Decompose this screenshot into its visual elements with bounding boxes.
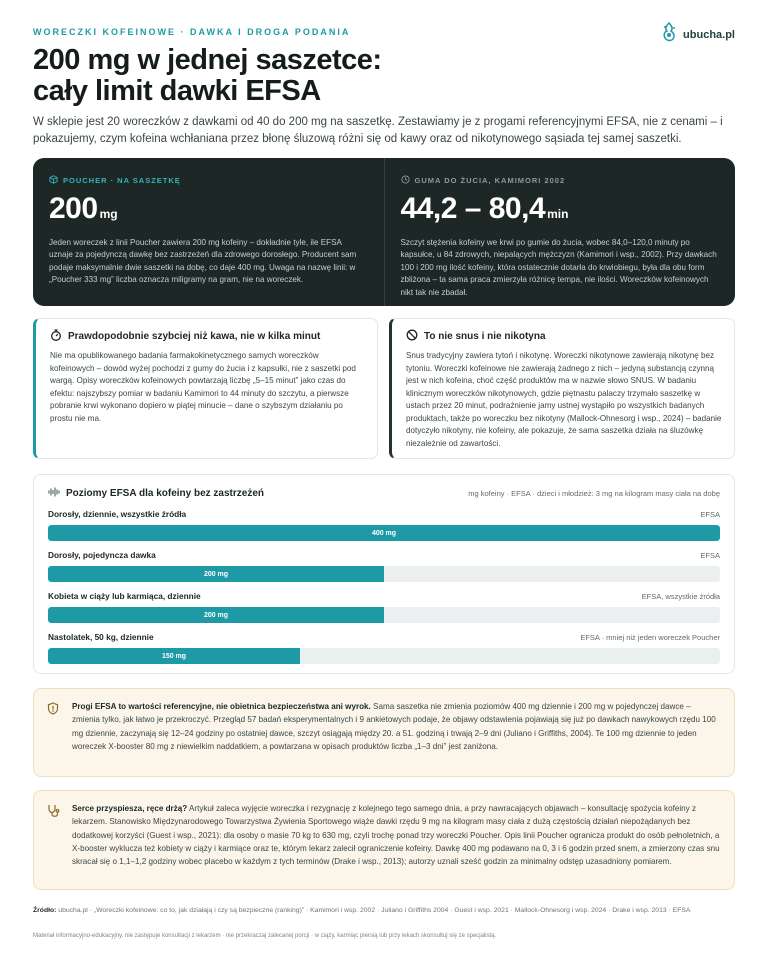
- note-text: Artykuł zaleca wyjęcie woreczka i rezygnację z kolejnego tego samego dnia, a przy nawracających objawach – konsultację spożycia kofeiny z lekarzem. Stanowisko Międzynarodowego Towarzystwa Żywienia Sportowego wiąże dawki rzędu 9 mg na kilogram masy ciała z dużą częstością działań niepożądanych bez dodatkowej korzyści (Guest i wsp., 2021): dla osoby o masie 70 kg to 630 mg, czyli trochę ponad trzy woreczki Poucher. Opis linii Poucher ogranicza produkt do osób pełnoletnich, a X-booster wyklucza też kobiety w ciąży i karmiące oraz te, którym lekarz zalecił ograniczenie kofeiny. Dawkę 400 mg podawano na 0, 3 i 6 godzin przed snem, a zmierzony czas snu skracał się o 1,1–1,2 godziny wobec placebo w każdym z tych terminów (Drake i wsp., 2013); autorzy uznali sześć godzin za minimalny odstęp uzasadniony pomiarem.: [72, 804, 720, 867]
- prohibited-icon: [406, 329, 418, 344]
- level-source: EFSA, wszystkie źródła: [641, 592, 720, 601]
- stat-label: POUCHER · NA SASZETKĘ: [63, 176, 181, 185]
- level-track: [48, 566, 720, 582]
- level-row: [48, 509, 720, 541]
- footer-disclaimer: Materiał informacyjno-edukacyjny, nie zastępuje konsultacji z lekarzem · nie przekraczaj zalecanej porcji · w ciąży, karmiąc piersią lub przy lekach skonsultuj się ze specjalistą.: [33, 933, 497, 939]
- card-title: Prawdopodobnie szybciej niż kawa, nie w kilka minut: [68, 331, 321, 342]
- kicker: WORECZKI KOFEINOWE · DAWKA I DROGA PODANIA: [33, 27, 351, 37]
- cube-icon: [49, 175, 58, 186]
- level-row: [48, 591, 720, 623]
- note-text: Sama saszetka nie zmienia poziomów 400 mg dziennie i 200 mg w pojedynczej dawce – zmienia tylko, jak łatwo je przekroczyć. Przegląd 57 badań eksperymentalnych i 9 ankietowych podaje, że objawy odstawienia pojawiają się już po dawkach nawykowych rzędu 100 mg dziennie, zaczynają się 12–24 godziny po ostatniej dawce, szczyt osiągają między 20. a 51. godziną i trwają 2–9 dni (Juliano i Griffiths, 2004). Te 100 mg dziennie to jeden woreczek X-booster 80 mg z niewielkim naddatkiem, a powtarzana w opisach produktów liczba „1–3 dni” jest zaniżona.: [72, 702, 716, 751]
- stethoscope-icon: [47, 804, 60, 821]
- stat-gum: [384, 158, 736, 306]
- stat-label: GUMA DO ŻUCIA, KAMIMORI 2002: [414, 176, 566, 185]
- stat-description: Szczyt stężenia kofeiny we krwi po gumie do żucia, wobec 84,0–120,0 minuty po kapsułce, u 84 zdrowych, niepalących mężczyzn (Kamimori i wsp., 2002). Przy dawkach 100 i 200 mg ilość kofeiny, która ostatecznie dotarła do krwiobiegu, była dla obu form zbliżona – ta sama praca zmierzyła różnicę tempa, nie ilości. Woreczków kofeinowych nikt tak nie zbadał.: [400, 238, 717, 297]
- level-label: Nastolatek, 50 kg, dziennie: [48, 632, 154, 642]
- card-absorption-speed: [33, 318, 378, 459]
- note-bold: Progi EFSA to wartości referencyjne, nie obietnica bezpieczeństwa ani wyrok.: [72, 702, 371, 711]
- level-row: [48, 632, 720, 664]
- kombucha-logo-icon: [660, 22, 678, 47]
- stopwatch-icon: [50, 329, 62, 344]
- levels-title: Poziomy EFSA dla kofeiny bez zastrzeżeń: [66, 488, 265, 499]
- brand-name: ubucha.pl: [683, 28, 735, 41]
- stat-value: [401, 194, 720, 229]
- page-title: [33, 45, 593, 107]
- stat-value: [49, 194, 368, 229]
- source-label: Źródło:: [33, 907, 57, 914]
- card-not-snus: [389, 318, 735, 459]
- title-line-2: cały limit dawki EFSA: [33, 75, 321, 107]
- card-text: Nie ma opublikowanego badania farmakokinetycznego samych woreczków kofeinowych – dowód wyżej pochodzi z gumy do żucia i z kapsułki, nie z saszetki pod wargą. Opisy woreczków kofeinowych powtarzają liczbę „5–15 minut” jako czas do efektu: najszybszy pomiar w badaniu Kamimori to 44 minuty do szczytu, a pierwsze pobranie krwi wykonano dopiero w piątej minucie – dane o szybszym działaniu po prostu nie ma.: [50, 351, 356, 423]
- level-row: [48, 550, 720, 582]
- lead-paragraph: W sklepie jest 20 woreczków z dawkami od 40 do 200 mg na saszetkę. Zestawiamy je z progami referencyjnymi EFSA, nie z cenami – i pokazujemy, czym kofeina wchłaniana przez błonę śluzową różni się od kawy oraz od nikotynowego sąsiada tej samej saszetki.: [33, 116, 723, 145]
- level-source: EFSA · mniej niż jeden woreczek Poucher: [580, 633, 720, 642]
- stat-description: Jeden woreczek z linii Poucher zawiera 200 mg kofeiny – dokładnie tyle, ile EFSA uznaje za pojedynczą dawkę bez zastrzeżeń dla zdrowego dorosłego. Producent sam podaje maksymalnie dwie saszetki na dobę, co daje 400 mg. Uwaga na nazwę linii: w „Poucher 333 mg” liczba oznacza miligramy na gram, nie na woreczek.: [49, 238, 357, 285]
- stat-number: 200: [49, 192, 98, 225]
- level-track: [48, 525, 720, 541]
- level-label: Dorosły, dziennie, wszystkie źródła: [48, 509, 187, 519]
- clock-icon: [401, 175, 410, 186]
- level-bar: [48, 648, 300, 664]
- footer-sources: [33, 906, 735, 916]
- level-value: 400 mg: [371, 529, 397, 537]
- source-text: ubucha.pl · „Woreczki kofeinowe: co to, jak działają i czy są bezpieczne (ranking)” · Kamimori i wsp. 2002 · Juliano i Griffiths 2004 · Guest i wsp. 2021 · Mallock-Ohnesorg i wsp. 2024 · Drake i wsp. 2013 · EFSA: [56, 907, 691, 914]
- level-label: Kobieta w ciąży lub karmiąca, dziennie: [48, 591, 201, 601]
- level-value: 200 mg: [203, 611, 229, 619]
- card-text: Snus tradycyjny zawiera tytoń i nikotynę. Woreczki nikotynowe zawierają nikotynę bez tytoniu. Woreczki kofeinowe nie zawierają żadnego z nich – jedyną substancją czynną jest w nich kofeina, choć część produktów ma w nazwie słowo SNUS. W badaniu klinicznym woreczków nikotynowych, gdzie piętnastu palaczy trzymało saszetkę w ustach przez 20 minut, podrażnienie jamy ustnej wystąpiło po wszystkich badanych produktach, także po woreczku bez nikotyny (Mallock-Ohnesorg i wsp., 2024) – badanie dotyczyło nikotyny, nie kofeiny, ale pokazuje, że sama saszetka działa na śluzówkę niezależnie od zawartości.: [406, 351, 722, 448]
- efsa-levels-panel: [33, 474, 735, 674]
- levels-note: mg kofeiny · EFSA · dzieci i młodzież: 3 mg na kilogram masy ciała na dobę: [468, 489, 720, 498]
- title-line-1: 200 mg w jednej saszetce:: [33, 44, 382, 76]
- note-side-effects: [33, 790, 735, 890]
- stat-poucher: [33, 158, 384, 306]
- level-track: [48, 648, 720, 664]
- level-track: [48, 607, 720, 623]
- level-source: EFSA: [700, 551, 720, 560]
- note-bold: Serce przyspiesza, ręce drżą?: [72, 804, 188, 813]
- stat-unit: min: [547, 207, 569, 221]
- stat-unit: mg: [99, 207, 118, 221]
- card-title: To nie snus i nie nikotyna: [424, 331, 546, 342]
- stat-number: 44,2 – 80,4: [400, 192, 546, 225]
- level-value: 150 mg: [161, 652, 187, 660]
- level-source: EFSA: [700, 510, 720, 519]
- level-value: 200 mg: [203, 570, 229, 578]
- brand[interactable]: [660, 22, 735, 47]
- level-label: Dorosły, pojedyncza dawka: [48, 550, 156, 560]
- level-bar: [48, 566, 384, 582]
- level-bar: [48, 525, 720, 541]
- shield-icon: [47, 702, 59, 719]
- stats-panel: [33, 158, 735, 306]
- note-efsa-thresholds: [33, 688, 735, 777]
- level-bar: [48, 607, 384, 623]
- waveform-icon: [48, 487, 60, 500]
